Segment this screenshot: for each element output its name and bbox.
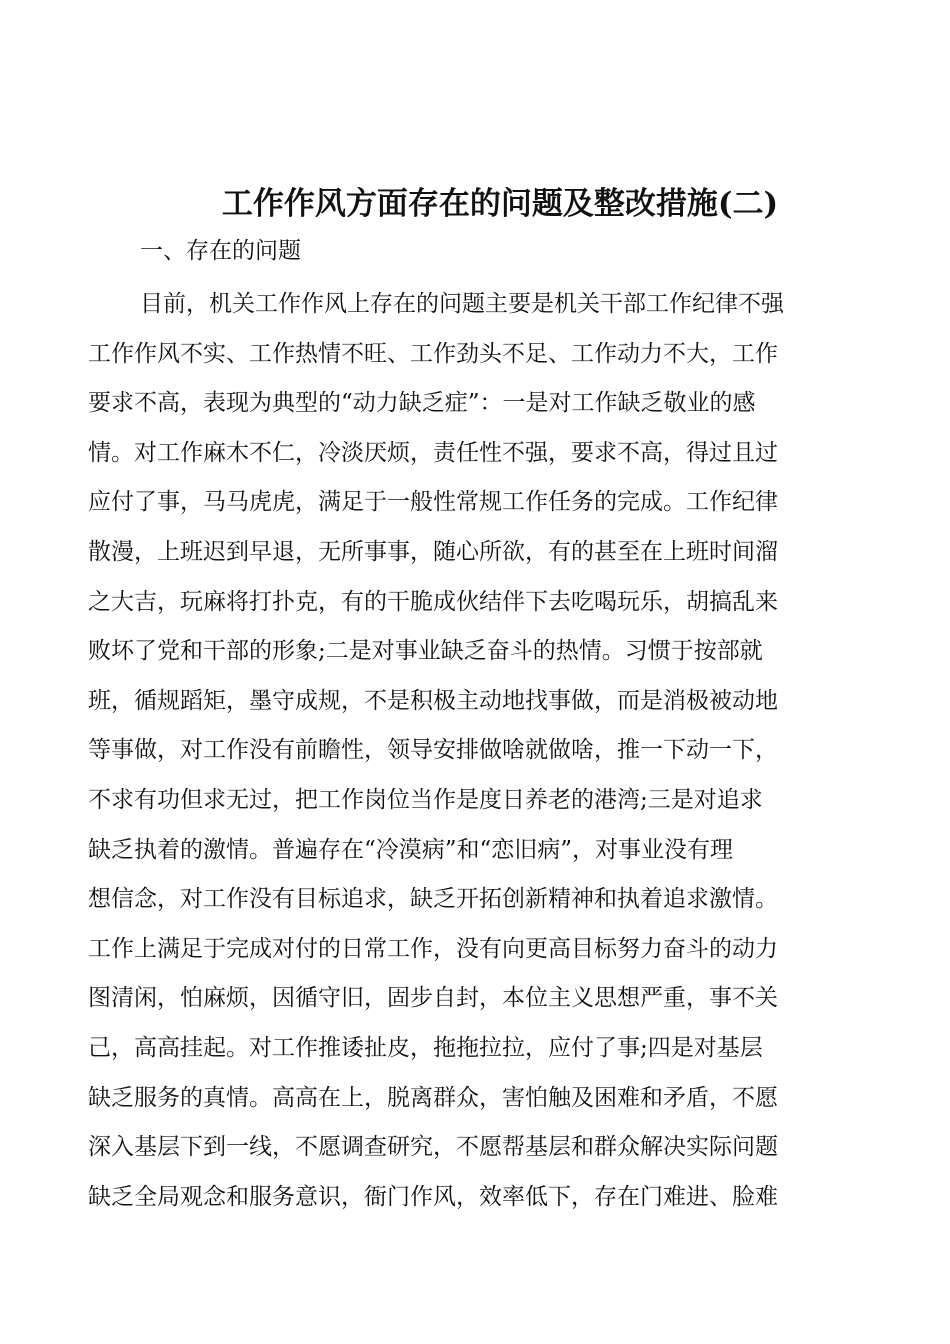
text-line: 不求有功但求无过，把工作岗位当作是度日养老的港湾;三是对追求 <box>88 786 763 813</box>
text-line: 败坏了党和干部的形象;二是对事业缺乏奋斗的热情。习惯于按部就 <box>88 638 763 665</box>
text-line: 想信念，对工作没有目标追求，缺乏开拓创新精神和执着追求激情。 <box>88 886 778 913</box>
section-heading: 一、存在的问题 <box>140 238 301 264</box>
text-line: 目前，机关工作作风上存在的问题主要是机关干部工作纪律不强 <box>140 291 784 317</box>
text-line: 图清闲，怕麻烦，因循守旧，固步自封，本位主义思想严重，事不关 <box>88 985 778 1012</box>
text-line: 缺乏服务的真情。高高在上，脱离群众，害怕触及困难和矛盾，不愿 <box>88 1084 778 1111</box>
text-line: 缺乏执着的激情。普遍存在“冷漠病”和“恋旧病”，对事业没有理 <box>88 836 734 863</box>
body-paragraph <box>88 280 868 1222</box>
text-line: 己，高高挂起。对工作推诿扯皮，拖拖拉拉，应付了事;四是对基层 <box>88 1034 763 1061</box>
text-line: 班，循规蹈矩，墨守成规，不是积极主动地找事做，而是消极被动地 <box>88 687 778 714</box>
text-line: 缺乏全局观念和服务意识，衙门作风，效率低下，存在门难进、脸难 <box>88 1183 778 1210</box>
text-line: 要求不高，表现为典型的“动力缺乏症”：一是对工作缺乏敬业的感 <box>88 390 756 417</box>
text-line: 之大吉，玩麻将打扑克，有的干脆成伙结伴下去吃喝玩乐，胡搞乱来 <box>88 588 778 615</box>
text-line: 应付了事，马马虎虎，满足于一般性常规工作任务的完成。工作纪律 <box>88 489 778 516</box>
text-line: 深入基层下到一线，不愿调查研究，不愿帮基层和群众解决实际问题 <box>88 1134 778 1161</box>
text-line: 情。对工作麻木不仁，冷淡厌烦，责任性不强，要求不高，得过且过 <box>88 439 778 466</box>
text-line: 工作作风不实、工作热情不旺、工作劲头不足、工作动力不大，工作 <box>88 340 778 367</box>
text-line: 工作上满足于完成对付的日常工作，没有向更高目标努力奋斗的动力 <box>88 935 778 962</box>
document-title: 工作作风方面存在的问题及整改措施(二) <box>221 186 779 222</box>
text-line: 散漫，上班迟到早退，无所事事，随心所欲，有的甚至在上班时间溜 <box>88 538 778 565</box>
text-line: 等事做，对工作没有前瞻性，领导安排做啥就做啥，推一下动一下， <box>88 737 778 764</box>
